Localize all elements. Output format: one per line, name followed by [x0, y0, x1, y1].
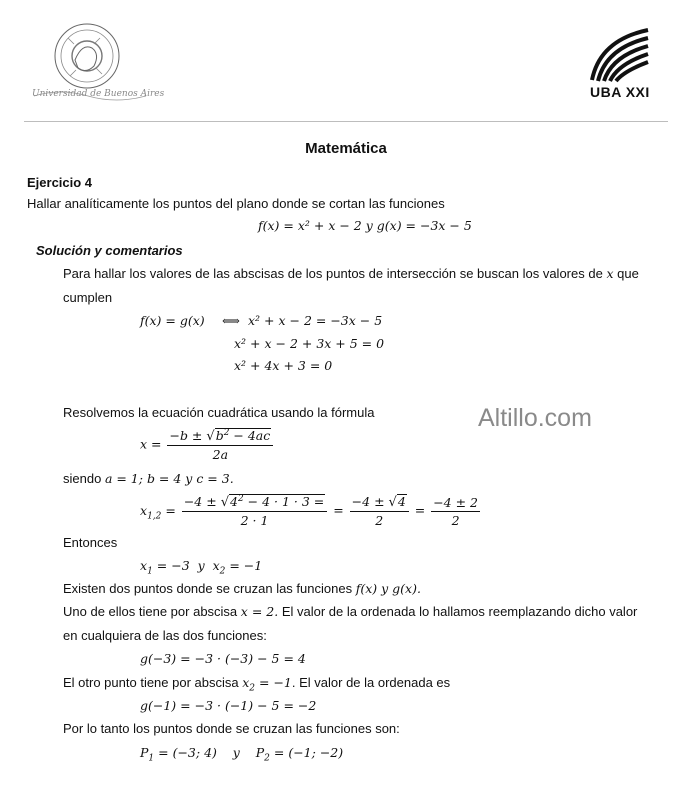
second-point-math: $x_2 = -1$ — [242, 675, 292, 694]
first-point-text-a: Uno de ellos tiene por abscisa — [63, 604, 238, 619]
siendo-line — [63, 471, 234, 486]
brand-label: UBA XXI — [590, 84, 650, 100]
functions-equation — [258, 218, 472, 233]
exercise-heading: Ejercicio 4 — [27, 175, 93, 190]
paragraph-conclusion: Por lo tanto los puntos donde se cruzan las funciones son: — [63, 721, 400, 736]
seal-caption: Universidad de Buenos Aires — [32, 89, 165, 99]
equation-3: x² + 4x + 3 = 0 — [234, 358, 333, 373]
header-divider — [24, 121, 668, 122]
paragraph-quadratic: Resolvemos la ecuación cuadrática usando la fórmula — [63, 405, 375, 420]
roots-calculation: $x_{1,2}$ = $\frac{-4 \pm √4^2 - 4 \cdot 1 \cdot 3 =}{2 \cdot 1}$ = $\frac{-4 \pm √4}{2}$ = $\frac{-4 \pm 2}{2}$ — [140, 493, 479, 528]
var-x: x — [606, 266, 614, 281]
solution-heading: Solución y comentarios — [36, 243, 183, 258]
paragraph-first-point — [63, 604, 637, 619]
page-title: Matemática — [305, 140, 387, 157]
paragraph-second-point — [63, 675, 451, 694]
paragraph-two-points — [63, 581, 421, 596]
evaluation-1: g(−3) = −3 · (−3) − 5 = 4 — [140, 651, 306, 666]
paragraph-first-point-line2: en cualquiera de las dos funciones: — [63, 628, 267, 643]
equation-1-lhs: f(x) = g(x) — [140, 313, 205, 328]
second-point-text-a: El otro punto tiene por abscisa — [63, 675, 239, 690]
equation-2: x² + x − 2 + 3x + 5 = 0 — [234, 336, 385, 351]
formula-fraction: $\frac{-b \pm √b^2 - 4ac}{2a}$ — [167, 428, 273, 462]
entonces-label: Entonces — [63, 535, 118, 550]
points-result: $P_1 = (-3$; 4) y $P_2 = (-1$; −2) — [140, 745, 344, 764]
paragraph-intersection-end: que — [617, 266, 639, 281]
first-point-math: x = 2. — [240, 604, 279, 619]
siendo-values: a = 1; b = 4 y c = 3. — [104, 471, 234, 486]
x12-fraction-1: $\frac{-4 \pm √4^2 - 4 \cdot 1 \cdot 3 =}{2 \cdot 1}$ — [182, 494, 327, 528]
roots-result: $x_1 = -3$ y $x_2 = -1$ — [140, 558, 263, 577]
paragraph-intersection-line2: cumplen — [63, 290, 113, 305]
functions-equation-text: f(x) = x² + x − 2 y g(x) = −3x − 5 — [258, 218, 472, 233]
equation-1-rhs: x² + x − 2 = −3x − 5 — [248, 313, 383, 328]
two-points-math: f(x) y g(x). — [355, 581, 421, 596]
evaluation-2: g(−1) = −3 · (−1) − 5 = −2 — [140, 698, 317, 713]
x12-fraction-2: $\frac{-4 \pm √4}{2}$ — [350, 494, 409, 528]
x12-label: $x_{1,2}$ = — [140, 502, 176, 521]
watermark-text: Altillo.com — [478, 404, 592, 432]
siendo-label: siendo — [63, 471, 102, 486]
paragraph-intersection — [63, 266, 639, 281]
paragraph-intersection-text: Para hallar los valores de las abscisas de los puntos de intersección se buscan los valores de — [63, 266, 603, 281]
quadratic-formula — [140, 428, 275, 462]
second-point-text-b: . El valor de la ordenada es — [291, 675, 451, 690]
x12-fraction-3: $\frac{-4 \pm 2}{2}$ — [433, 494, 479, 528]
equation-1-iff: ⟺ — [222, 313, 240, 328]
uba-xxi-logo-icon — [590, 26, 650, 84]
exercise-statement: Hallar analíticamente los puntos del plano donde se cortan las funciones — [27, 196, 445, 211]
first-point-text-b: El valor de la ordenada lo hallamos reemplazando dicho valor — [281, 604, 638, 619]
formula-x: x = — [140, 436, 162, 452]
two-points-text: Existen dos puntos donde se cruzan las funciones — [63, 581, 353, 596]
